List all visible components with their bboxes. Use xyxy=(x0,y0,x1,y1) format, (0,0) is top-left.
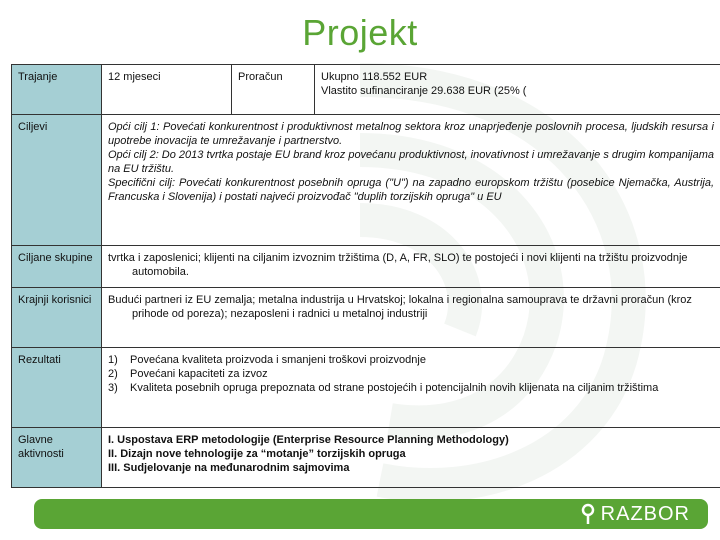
ciljevi-line-1: Opći cilj 1: Povećati konkurentnost i produktivnost metalnog sektora kroz unaprjeđenje poslovnih procesa, ljudskih resursa i upotrebe inovacija te umrežavanje i partnerstvo. xyxy=(108,121,714,147)
list-item xyxy=(108,353,714,367)
korisnici-label: Krajnji korisnici xyxy=(12,288,102,348)
proracun-line-1: Ukupno 118.552 EUR xyxy=(321,71,428,83)
table-row xyxy=(12,428,720,488)
logo-text: RAZBOR xyxy=(600,502,690,525)
proracun-line-2: Vlastito sufinanciranje 29.638 EUR (25% ( xyxy=(321,85,527,97)
footer-bar xyxy=(34,499,708,529)
skupine-content xyxy=(102,246,720,288)
list-item-text: Povećana kvaliteta proizvoda i smanjeni troškovi proizvodnje xyxy=(130,354,426,366)
skupine-label: Ciljane skupine xyxy=(12,246,102,288)
table-row xyxy=(12,246,720,288)
skupine-text: tvrtka i zaposlenici; klijenti na ciljanim izvoznim tržištima (D, A, FR, SLO) te postojeći i novi klijenti na tržištu proizvodnje automobila. xyxy=(108,252,688,278)
table-row xyxy=(12,115,720,246)
razbor-logo xyxy=(581,503,690,526)
aktivnosti-label: Glavne aktivnosti xyxy=(12,428,102,488)
table-row xyxy=(12,65,720,115)
korisnici-text: Budući partneri iz EU zemalja; metalna industrija u Hrvatskoj; lokalna i regionalna samouprava te državni proračun (kroz prihode od poreza); nezaposleni i radnici u metalnoj industriji xyxy=(108,294,692,320)
ciljevi-label: Ciljevi xyxy=(12,115,102,246)
rezultati-list xyxy=(108,353,714,395)
list-item-text: Povećani kapaciteti za izvoz xyxy=(130,368,268,380)
table-row xyxy=(12,348,720,428)
razbor-logo-icon xyxy=(581,503,595,525)
aktivnosti-line-3: III. Sudjelovanje na međunarodnim sajmovima xyxy=(108,462,350,474)
rezultati-label: Rezultati xyxy=(12,348,102,428)
aktivnosti-line-1: I. Uspostava ERP metodologije (Enterprise Resource Planning Methodology) xyxy=(108,434,509,446)
project-table xyxy=(11,64,720,488)
rezultati-content xyxy=(102,348,720,428)
ciljevi-content xyxy=(102,115,720,246)
list-item-text: Kvaliteta posebnih opruga prepoznata od strane postojećih i potencijalnih novih klijenata na ciljanim tržištima xyxy=(130,382,659,394)
trajanje-label: Trajanje xyxy=(12,65,102,115)
list-item xyxy=(108,367,714,381)
ciljevi-line-3: Specifični cilj: Povećati konkurentnost posebnih opruga ("U") na zapadno europskom tržištu (posebice Njemačka, Austrija, Francuska i Slovenija) i postati najveći proizvođač "duplih torzijskih opruga" u EU xyxy=(108,177,714,203)
table-row xyxy=(12,288,720,348)
korisnici-content xyxy=(102,288,720,348)
list-item-number: 1) xyxy=(108,354,118,366)
aktivnosti-content xyxy=(102,428,720,488)
proracun-value xyxy=(315,65,720,115)
page-title: Projekt xyxy=(302,12,418,53)
trajanje-value: 12 mjeseci xyxy=(102,65,232,115)
list-item-number: 2) xyxy=(108,368,118,380)
list-item-number: 3) xyxy=(108,382,118,394)
list-item xyxy=(108,381,714,395)
ciljevi-line-2: Opći cilj 2: Do 2013 tvrtka postaje EU brand kroz povećanu produktivnost, inovativnost i umrežavanje s drugim kompanijama na EU tržištu. xyxy=(108,149,714,175)
proracun-label: Proračun xyxy=(232,65,315,115)
aktivnosti-line-2: II. Dizajn nove tehnologije za “motanje” torzijskih opruga xyxy=(108,448,406,460)
